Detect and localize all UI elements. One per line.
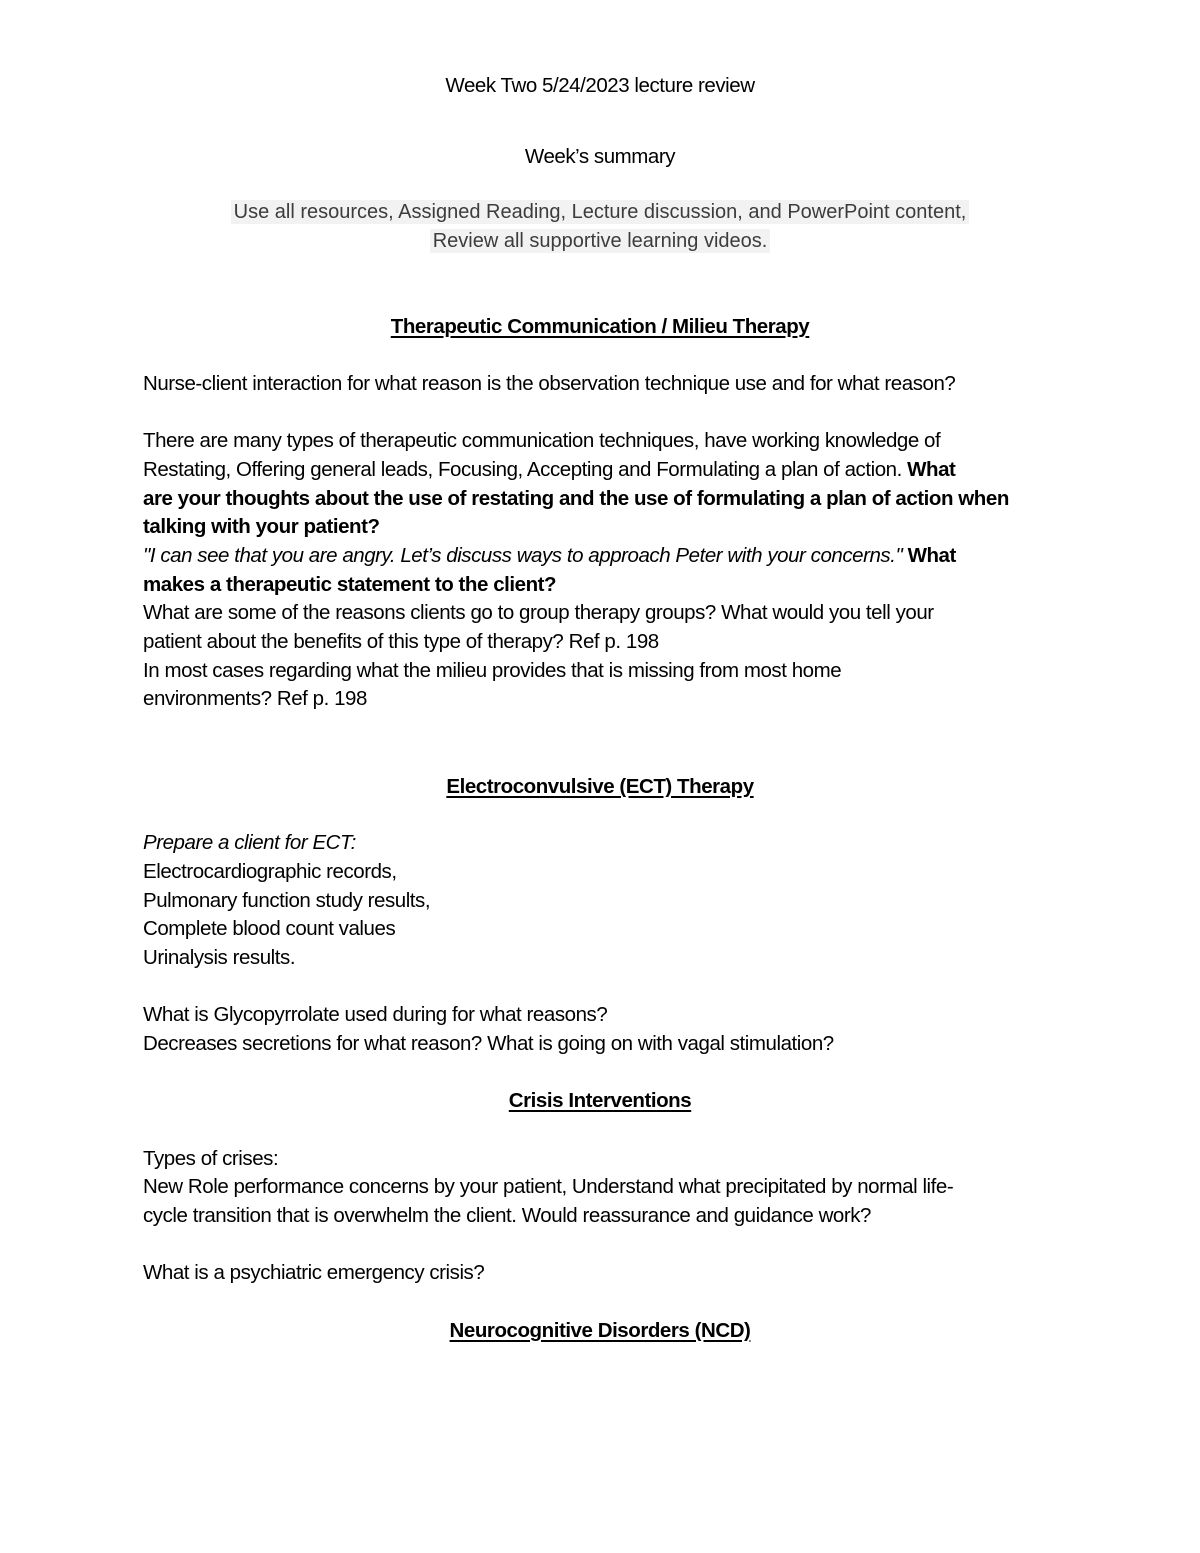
document-title: Week Two 5/24/2023 lecture review [445,74,755,97]
ect-prep-item: Electrocardiographic records, [143,860,397,883]
therapeutic-statement-question: makes a therapeutic statement to the client? [143,573,557,596]
techniques-line-3: are your thoughts about the use of restating and the use of formulating a plan of action when [143,487,1009,510]
psychiatric-emergency-question: What is a psychiatric emergency crisis? [143,1261,485,1284]
crisis-types-label: Types of crises: [143,1147,279,1170]
section-heading-ect: Electroconvulsive (ECT) Therapy [446,775,754,798]
section-heading-therapeutic: Therapeutic Communication / Milieu Therapy [390,315,810,338]
role-performance-line-1: New Role performance concerns by your patient, Understand what precipitated by normal life- [143,1175,954,1198]
resources-line-1-text: Use all resources, Assigned Reading, Lecture discussion, and PowerPoint content, [231,200,970,224]
ect-prepare-label: Prepare a client for ECT: [143,831,356,854]
milieu-line-2: environments? Ref p. 198 [143,687,367,710]
group-therapy-line-1: What are some of the reasons clients go to group therapy groups? What would you tell your [143,601,934,624]
role-performance-line-2: cycle transition that is overwhelm the client. Would reassurance and guidance work? [143,1204,871,1227]
techniques-line-1: There are many types of therapeutic communication techniques, have working knowledge of [143,429,941,452]
techniques-line-2-normal: Restating, Offering general leads, Focusing, Accepting and Formulating a plan of action. [143,458,902,481]
group-therapy-line-2: patient about the benefits of this type of therapy? Ref p. 198 [143,630,659,653]
quote-line [143,541,956,570]
section-heading-ncd: Neurocognitive Disorders (NCD) [449,1319,751,1342]
quote-text: "I can see that you are angry. Let’s discuss ways to approach Peter with your concerns." [143,544,903,567]
resources-line-2 [0,227,1200,256]
resources-line-2-text: Review all supportive learning videos. [430,229,771,253]
ect-prep-item: Pulmonary function study results, [143,889,431,912]
secretions-question: Decreases secretions for what reason? What is going on with vagal stimulation? [143,1032,834,1055]
ect-prep-item: Urinalysis results. [143,946,296,969]
techniques-line-2 [143,455,955,484]
observation-question: Nurse-client interaction for what reason is the observation technique use and for what reason? [143,372,956,395]
milieu-line-1: In most cases regarding what the milieu provides that is missing from most home [143,659,842,682]
section-heading-crisis: Crisis Interventions [508,1089,692,1112]
glycopyrrolate-question: What is Glycopyrrolate used during for what reasons? [143,1003,608,1026]
techniques-line-2-bold: What [907,458,956,481]
quote-bold: What [907,544,956,567]
resources-line-1 [0,198,1200,227]
techniques-line-4: talking with your patient? [143,515,380,538]
summary-heading: Week’s summary [524,145,676,168]
ect-prep-item: Complete blood count values [143,917,396,940]
